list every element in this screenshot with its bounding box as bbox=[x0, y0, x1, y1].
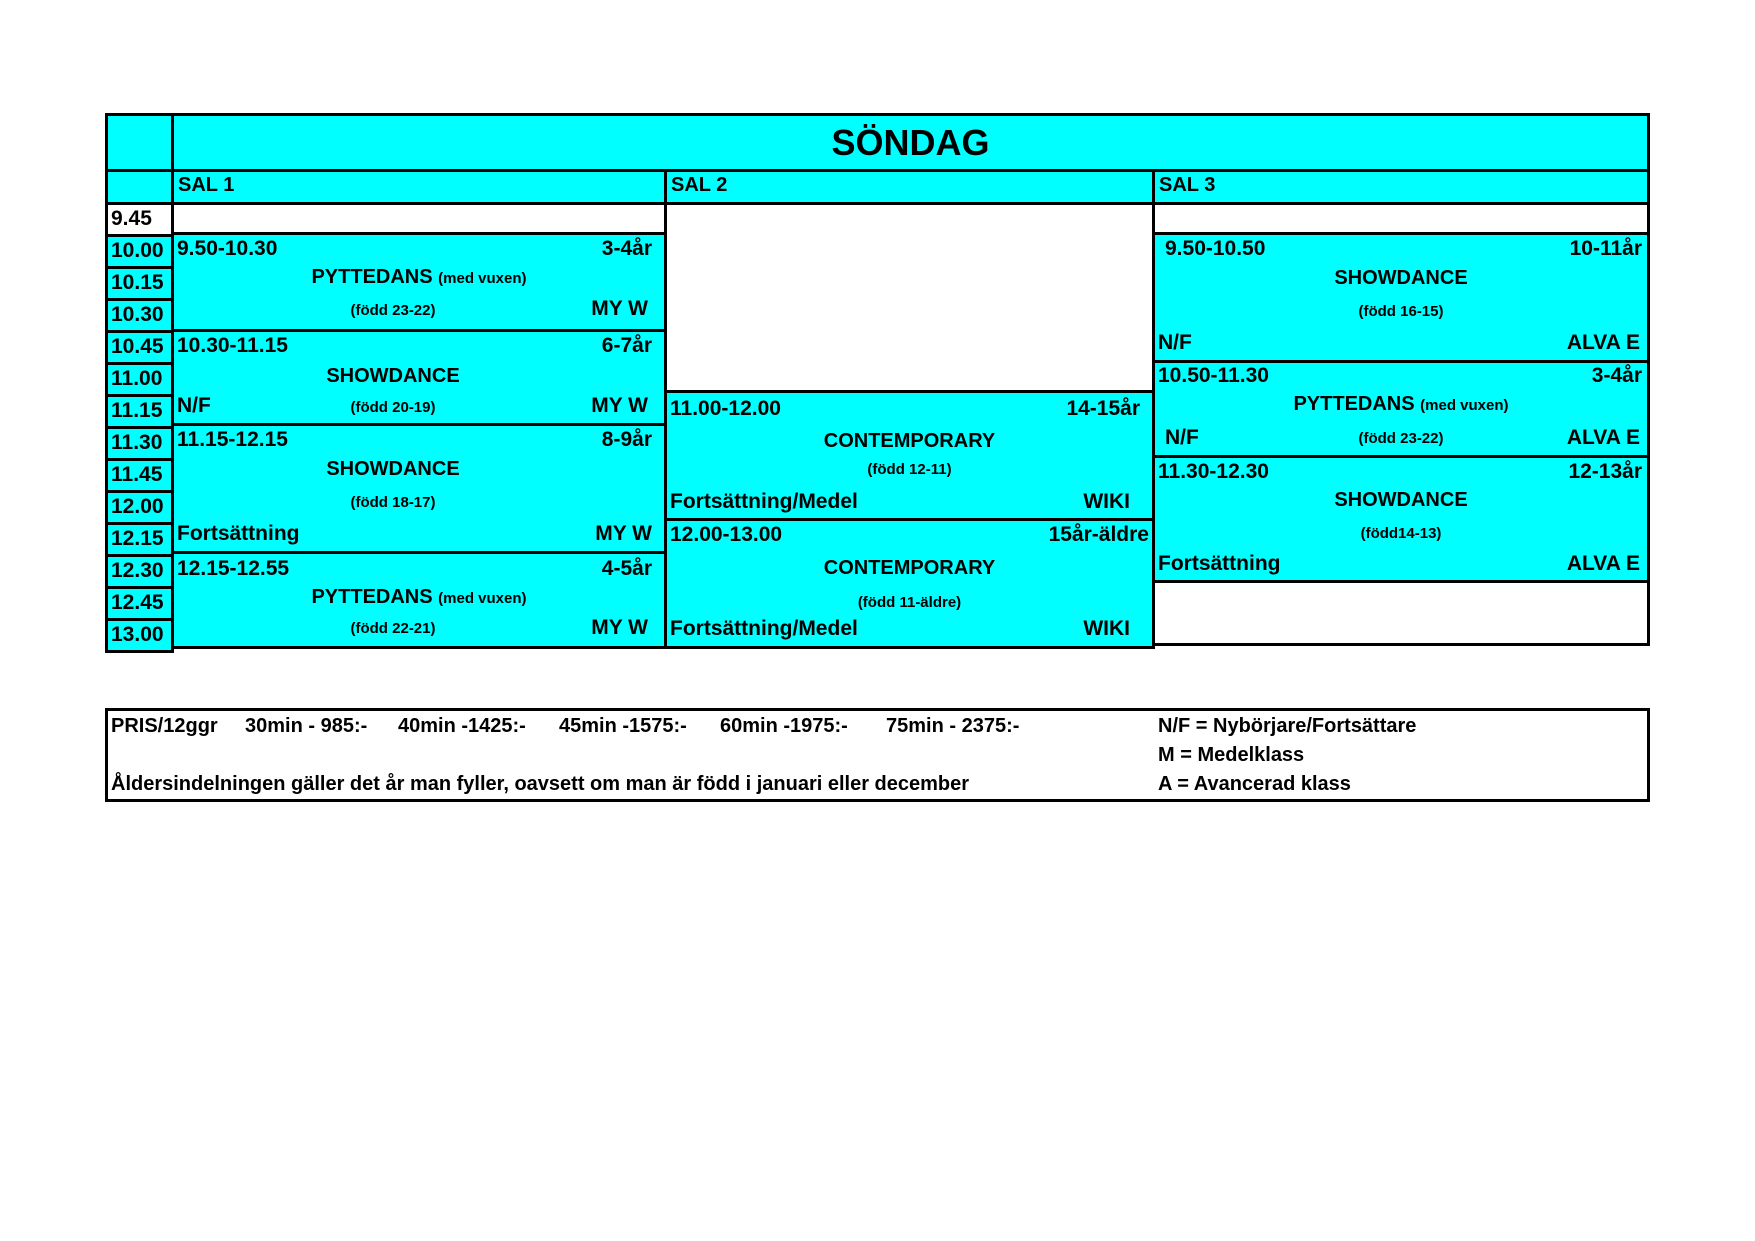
corner-cell-halls bbox=[105, 169, 174, 205]
age-note: Åldersindelningen gäller det år man fyller, oavsett om man är född i januari eller december bbox=[111, 773, 970, 795]
class-block-sal1-1 bbox=[171, 232, 667, 332]
day-title: SÖNDAG bbox=[171, 113, 1650, 172]
hall-header-sal2: SAL 2 bbox=[664, 169, 1155, 205]
legend-a: A = Avancerad klass bbox=[1158, 773, 1351, 795]
class-time: 9.50-10.30 bbox=[177, 237, 278, 260]
class-block-sal2-1 bbox=[664, 390, 1155, 521]
class-teacher: ALVA E bbox=[1566, 552, 1640, 575]
class-time: 10.30-11.15 bbox=[177, 334, 288, 357]
price-30: 30min - 985:- bbox=[245, 715, 368, 737]
class-name: SHOWDANCE bbox=[1334, 267, 1468, 289]
price-footer bbox=[105, 708, 1650, 802]
time-slot: 12.45 bbox=[105, 586, 174, 621]
class-born: (född 23-22) bbox=[1358, 430, 1444, 447]
class-name: CONTEMPORARY bbox=[823, 430, 996, 452]
legend-nf: N/F = Nybörjare/Fortsättare bbox=[1158, 715, 1417, 737]
class-born: (född 20-19) bbox=[350, 399, 436, 416]
class-level: N/F bbox=[1158, 331, 1192, 354]
class-block-sal2-2 bbox=[664, 518, 1155, 649]
class-level: Fortsättning bbox=[1158, 552, 1281, 575]
price-label: PRIS/12ggr bbox=[111, 715, 218, 737]
class-time: 9.50-10.50 bbox=[1165, 237, 1266, 260]
time-slot: 12.15 bbox=[105, 522, 174, 557]
class-age: 8-9år bbox=[601, 428, 652, 451]
corner-cell-top bbox=[105, 113, 174, 172]
time-slot: 11.00 bbox=[105, 362, 174, 397]
class-born: (född 23-22) bbox=[350, 302, 436, 319]
time-slot: 12.00 bbox=[105, 490, 174, 525]
class-age: 3-4år bbox=[1591, 364, 1642, 387]
hall-header-sal1: SAL 1 bbox=[171, 169, 667, 205]
empty-cell-sal2 bbox=[664, 202, 1155, 393]
class-age: 6-7år bbox=[601, 334, 652, 357]
class-block-sal3-3 bbox=[1152, 455, 1650, 583]
class-born: (född 11-äldre) bbox=[857, 594, 962, 611]
class-born: (född 22-21) bbox=[350, 620, 436, 637]
class-age: 3-4år bbox=[601, 237, 652, 260]
time-slot: 9.45 bbox=[105, 202, 174, 237]
class-born: (född14-13) bbox=[1360, 525, 1442, 542]
class-time: 11.15-12.15 bbox=[177, 428, 288, 451]
empty-cell-sal1 bbox=[171, 202, 667, 235]
class-age: 12-13år bbox=[1568, 460, 1642, 483]
price-60: 60min -1975:- bbox=[720, 715, 848, 737]
legend-m: M = Medelklass bbox=[1158, 744, 1305, 766]
class-time: 12.00-13.00 bbox=[670, 523, 783, 546]
class-block-sal1-3 bbox=[171, 423, 667, 554]
time-slot: 10.00 bbox=[105, 234, 174, 269]
time-slot: 10.30 bbox=[105, 298, 174, 333]
time-slot: 12.30 bbox=[105, 554, 174, 589]
time-slot: 10.15 bbox=[105, 266, 174, 301]
class-age: 4-5år bbox=[601, 557, 652, 580]
class-born: (född 18-17) bbox=[350, 494, 436, 511]
class-age: 14-15år bbox=[1066, 397, 1140, 420]
class-time: 10.50-11.30 bbox=[1158, 364, 1269, 387]
class-block-sal1-2 bbox=[171, 329, 667, 426]
hall-header-sal3: SAL 3 bbox=[1152, 169, 1650, 205]
class-level: N/F bbox=[1165, 426, 1199, 449]
class-block-sal1-4 bbox=[171, 551, 667, 649]
class-name: SHOWDANCE bbox=[326, 365, 460, 387]
class-teacher: MY W bbox=[591, 616, 648, 639]
class-name: CONTEMPORARY bbox=[823, 557, 996, 579]
class-level: Fortsättning/Medel bbox=[670, 490, 858, 513]
class-level: N/F bbox=[177, 394, 211, 417]
price-45: 45min -1575:- bbox=[559, 715, 687, 737]
class-name: PYTTEDANS (med vuxen) bbox=[311, 586, 527, 608]
time-slot: 13.00 bbox=[105, 618, 174, 653]
time-slot: 11.45 bbox=[105, 458, 174, 493]
class-name: SHOWDANCE bbox=[326, 458, 460, 480]
class-teacher: ALVA E bbox=[1566, 331, 1640, 354]
class-block-sal3-1 bbox=[1152, 232, 1650, 363]
class-age: 15år-äldre bbox=[1048, 523, 1149, 546]
class-teacher: MY W bbox=[595, 522, 652, 545]
class-teacher: ALVA E bbox=[1566, 426, 1640, 449]
class-time: 11.00-12.00 bbox=[670, 397, 781, 420]
time-slot: 11.30 bbox=[105, 426, 174, 461]
class-born: (född 16-15) bbox=[1358, 303, 1444, 320]
class-teacher: WIKI bbox=[1083, 490, 1130, 513]
class-name: PYTTEDANS (med vuxen) bbox=[1293, 393, 1509, 415]
class-age: 10-11år bbox=[1569, 237, 1642, 260]
time-slot: 10.45 bbox=[105, 330, 174, 365]
price-75: 75min - 2375:- bbox=[886, 715, 1020, 737]
class-teacher: MY W bbox=[591, 394, 648, 417]
time-slot: 11.15 bbox=[105, 394, 174, 429]
class-teacher: WIKI bbox=[1083, 617, 1130, 640]
price-40: 40min -1425:- bbox=[398, 715, 526, 737]
class-name: SHOWDANCE bbox=[1334, 489, 1468, 511]
class-born: (född 12-11) bbox=[867, 461, 952, 478]
empty-cell-sal3-top bbox=[1152, 202, 1650, 235]
class-time: 12.15-12.55 bbox=[177, 557, 290, 580]
class-block-sal3-2 bbox=[1152, 360, 1650, 458]
empty-cell-sal3-bottom bbox=[1152, 580, 1650, 646]
class-time: 11.30-12.30 bbox=[1158, 460, 1269, 483]
class-level: Fortsättning bbox=[177, 522, 300, 545]
class-teacher: MY W bbox=[591, 297, 648, 320]
class-name: PYTTEDANS (med vuxen) bbox=[311, 266, 527, 288]
class-level: Fortsättning/Medel bbox=[670, 617, 858, 640]
